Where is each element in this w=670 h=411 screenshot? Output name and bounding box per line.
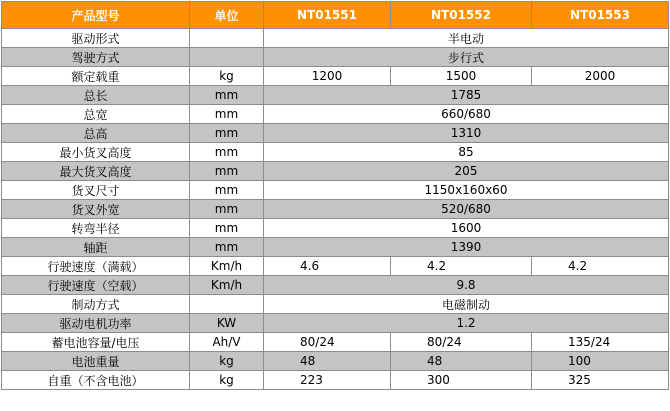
spec-unit-cell: mm	[190, 86, 264, 105]
table-row	[2, 219, 669, 238]
spec-name-cell: 额定载重	[2, 67, 190, 86]
spec-name-cell: 驱动形式	[2, 29, 190, 48]
spec-value-cell: 520/680	[264, 200, 669, 219]
spec-unit-cell: kg	[190, 67, 264, 86]
spec-name-cell: 总长	[2, 86, 190, 105]
spec-name-cell: 蓄电池容量/电压	[2, 333, 190, 352]
table-row	[2, 67, 669, 86]
spec-unit-cell: mm	[190, 162, 264, 181]
table-row	[2, 352, 669, 371]
spec-value-cell: 48	[264, 352, 391, 371]
table-row	[2, 181, 669, 200]
spec-unit-cell: mm	[190, 200, 264, 219]
spec-name-cell: 制动方式	[2, 295, 190, 314]
spec-value-cell: 1500	[391, 67, 532, 86]
spec-unit-cell: mm	[190, 105, 264, 124]
table-row	[2, 124, 669, 143]
table-row	[2, 238, 669, 257]
spec-value-cell: 1390	[264, 238, 669, 257]
spec-value-cell: 1.2	[264, 314, 669, 333]
spec-name-cell: 行驶速度（满载）	[2, 257, 190, 276]
table-row	[2, 200, 669, 219]
table-row	[2, 86, 669, 105]
spec-value-cell: 9.8	[264, 276, 669, 295]
spec-name-cell: 货叉外宽	[2, 200, 190, 219]
spec-table-body	[2, 29, 669, 390]
spec-name-cell: 最大货叉高度	[2, 162, 190, 181]
spec-value-cell: 325	[532, 371, 669, 390]
header-row	[2, 2, 669, 29]
spec-name-cell: 电池重量	[2, 352, 190, 371]
spec-unit-cell: mm	[190, 219, 264, 238]
spec-value-cell: 1785	[264, 86, 669, 105]
spec-unit-cell	[190, 48, 264, 67]
spec-value-cell: 223	[264, 371, 391, 390]
spec-name-cell: 转弯半径	[2, 219, 190, 238]
spec-value-cell: 半电动	[264, 29, 669, 48]
table-row	[2, 276, 669, 295]
spec-table-header	[2, 2, 669, 29]
table-row	[2, 257, 669, 276]
spec-value-cell: 48	[391, 352, 532, 371]
spec-name-cell: 行驶速度（空载）	[2, 276, 190, 295]
spec-value-cell: 80/24	[264, 333, 391, 352]
spec-name-cell: 总宽	[2, 105, 190, 124]
spec-value-cell: 4.2	[532, 257, 669, 276]
spec-value-cell: 4.6	[264, 257, 391, 276]
spec-value-cell: 660/680	[264, 105, 669, 124]
spec-value-cell: 电磁制动	[264, 295, 669, 314]
spec-unit-cell: mm	[190, 143, 264, 162]
spec-value-cell: 2000	[532, 67, 669, 86]
spec-unit-cell: Ah/V	[190, 333, 264, 352]
spec-unit-cell: Km/h	[190, 276, 264, 295]
spec-unit-cell: mm	[190, 181, 264, 200]
spec-value-cell: 135/24	[532, 333, 669, 352]
spec-unit-cell: mm	[190, 124, 264, 143]
spec-name-cell: 最小货叉高度	[2, 143, 190, 162]
table-row	[2, 333, 669, 352]
spec-name-cell: 货叉尺寸	[2, 181, 190, 200]
spec-value-cell: 1150x160x60	[264, 181, 669, 200]
spec-value-cell: 1200	[264, 67, 391, 86]
header-unit: 单位	[190, 2, 264, 29]
table-row	[2, 29, 669, 48]
spec-name-cell: 驱动电机功率	[2, 314, 190, 333]
spec-name-cell: 轴距	[2, 238, 190, 257]
spec-name-cell: 驾驶方式	[2, 48, 190, 67]
header-model-1: NT01551	[264, 2, 391, 29]
spec-value-cell: 300	[391, 371, 532, 390]
spec-unit-cell: mm	[190, 238, 264, 257]
table-row	[2, 314, 669, 333]
table-row	[2, 143, 669, 162]
spec-value-cell: 85	[264, 143, 669, 162]
table-row	[2, 162, 669, 181]
header-product-model: 产品型号	[2, 2, 190, 29]
table-row	[2, 48, 669, 67]
spec-table	[1, 1, 669, 390]
spec-unit-cell: KW	[190, 314, 264, 333]
spec-name-cell: 总高	[2, 124, 190, 143]
spec-value-cell: 步行式	[264, 48, 669, 67]
spec-value-cell: 80/24	[391, 333, 532, 352]
spec-value-cell: 100	[532, 352, 669, 371]
table-row	[2, 295, 669, 314]
spec-unit-cell	[190, 29, 264, 48]
spec-value-cell: 4.2	[391, 257, 532, 276]
spec-value-cell: 205	[264, 162, 669, 181]
header-model-2: NT01552	[391, 2, 532, 29]
spec-unit-cell: kg	[190, 371, 264, 390]
spec-unit-cell	[190, 295, 264, 314]
spec-unit-cell: Km/h	[190, 257, 264, 276]
table-row	[2, 371, 669, 390]
spec-value-cell: 1310	[264, 124, 669, 143]
spec-name-cell: 自重（不含电池）	[2, 371, 190, 390]
header-model-3: NT01553	[532, 2, 669, 29]
table-row	[2, 105, 669, 124]
spec-unit-cell: kg	[190, 352, 264, 371]
spec-value-cell: 1600	[264, 219, 669, 238]
